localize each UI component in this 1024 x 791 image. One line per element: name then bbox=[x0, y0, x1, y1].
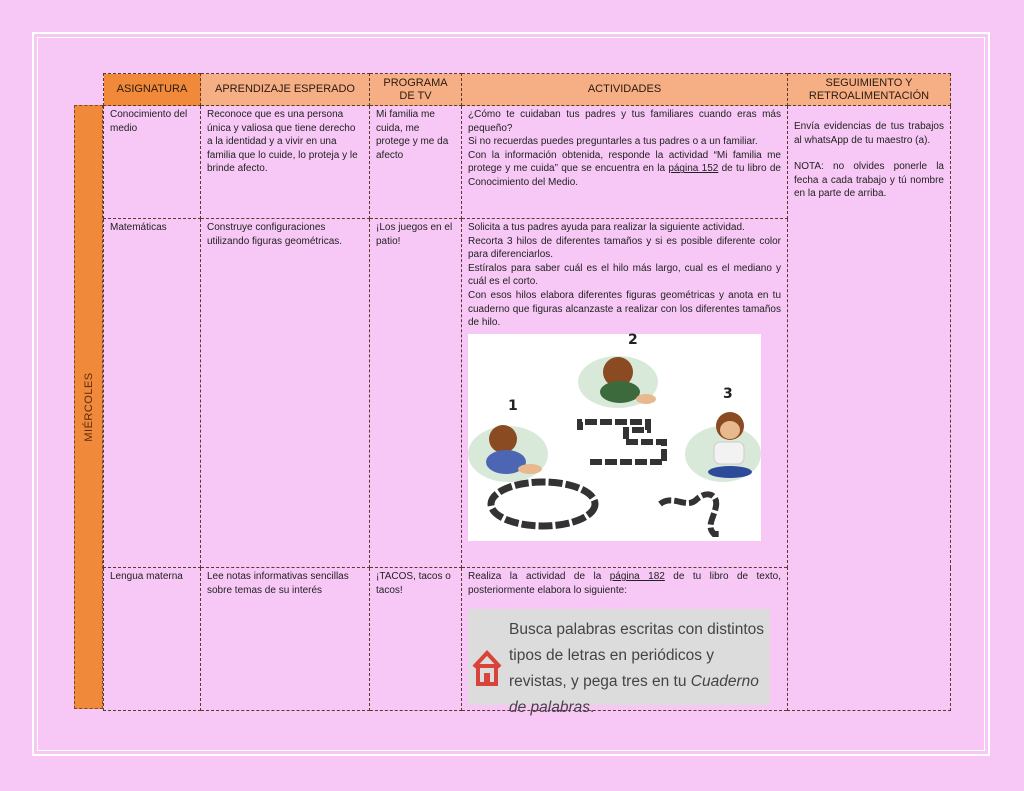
page-link[interactable]: página 152 bbox=[668, 163, 719, 175]
activity-text: ¿Cómo te cuidaban tus padres y tus familiares cuando eras más pequeño? bbox=[468, 109, 781, 134]
activities-cell bbox=[462, 219, 788, 568]
header-subject: ASIGNATURA bbox=[104, 74, 201, 106]
activity-text: Estíralos para saber cuál es el hilo más largo, cual es el mediano y cuál es el corto. bbox=[468, 262, 781, 288]
day-column bbox=[74, 105, 103, 709]
children-thread-illustration bbox=[468, 331, 761, 541]
tv-cell: Mi familia me cuida, me protege y me da afecto bbox=[370, 106, 462, 219]
feedback-text: Envía evidencias de tus trabajos al whatsApp de tu maestro (a). bbox=[794, 121, 944, 146]
header-learning: APRENDIZAJE ESPERADO bbox=[201, 74, 370, 106]
activity-text: Si no recuerdas puedes preguntarles a tus padres o a un familiar. bbox=[468, 136, 758, 148]
lesson-plan-table bbox=[103, 73, 951, 717]
activity-text: Realiza la actividad de la página 182 de tu libro de texto, posteriormente elabora lo siguiente: bbox=[468, 571, 781, 596]
activity-text: Con la información obtenida, responde la actividad “Mi familia me protege y me cuida” que se encuentra en la página 152 de tu libro de Conocimiento del Medio. bbox=[468, 149, 781, 188]
tv-cell: ¡Los juegos en el patio! bbox=[370, 219, 462, 568]
subject-cell: Matemáticas bbox=[104, 219, 201, 568]
header-tv: PROGRAMA DE TV bbox=[370, 74, 462, 106]
house-icon bbox=[471, 649, 503, 687]
header-row bbox=[104, 74, 951, 106]
page-link[interactable]: página 182 bbox=[609, 571, 665, 582]
learning-cell: Reconoce que es una persona única y valiosa que tiene derecho a la identidad y a vivir en una familia que lo cuide, lo proteja y le brinde afecto. bbox=[201, 106, 370, 219]
subject-cell: Lengua materna bbox=[104, 568, 201, 711]
feedback-cell bbox=[788, 106, 951, 711]
banner-text: Busca palabras escritas con distintos tipos de letras en periódicos y revistas, y pega tres en tu Cuaderno de palabras. bbox=[509, 621, 765, 717]
illustration-number: 1 bbox=[508, 397, 518, 414]
textbook-instruction-banner bbox=[468, 609, 770, 717]
illustration-number: 2 bbox=[628, 331, 638, 348]
learning-cell: Lee notas informativas sencillas sobre temas de su interés bbox=[201, 568, 370, 711]
table-row bbox=[104, 106, 951, 219]
illustration-number: 3 bbox=[723, 385, 733, 402]
day-label: MIÉRCOLES bbox=[82, 372, 95, 442]
tv-cell: ¡TACOS, tacos o tacos! bbox=[370, 568, 462, 711]
activities-cell bbox=[462, 568, 788, 717]
header-feedback: SEGUIMIENTO Y RETROALIMENTACIÓN bbox=[788, 74, 951, 106]
header-activities: ACTIVIDADES bbox=[462, 74, 788, 106]
activity-text: Recorta 3 hilos de diferentes tamaños y si es posible diferente color para diferenciarlos. bbox=[468, 235, 781, 261]
illustration-drawing bbox=[468, 331, 761, 541]
activity-text: Solicita a tus padres ayuda para realizar la siguiente actividad. bbox=[468, 222, 745, 233]
activities-cell bbox=[462, 106, 788, 219]
feedback-note: NOTA: no olvides ponerle la fecha a cada trabajo y tú nombre en la parte de arriba. bbox=[794, 161, 944, 200]
activity-text: Con esos hilos elabora diferentes figuras geométricas y anota en tu cuaderno que figuras alcanzaste a realizar con los diferentes tamaños de hilo. bbox=[468, 289, 781, 329]
learning-cell: Construye configuraciones utilizando figuras geométricas. bbox=[201, 219, 370, 568]
subject-cell: Conocimiento del medio bbox=[104, 106, 201, 219]
